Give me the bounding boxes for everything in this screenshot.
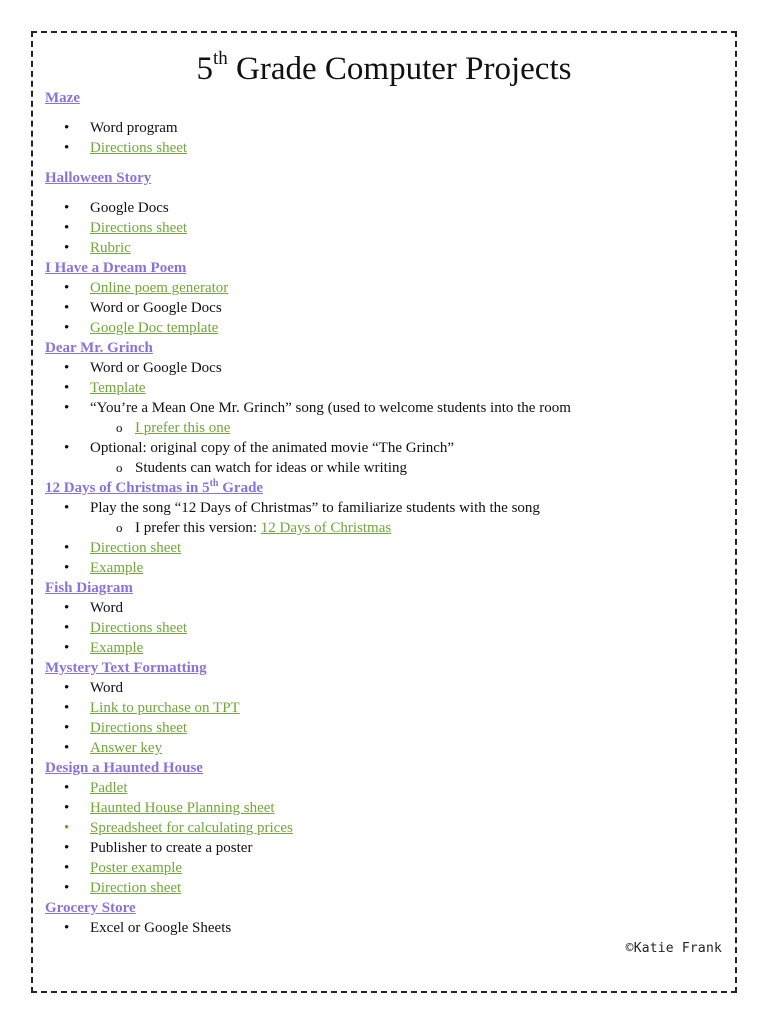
list-item: • Play the song “12 Days of Christmas” to familiarize students with the song	[64, 500, 540, 516]
list-item: • “You’re a Mean One Mr. Grinch” song (used to welcome students into the room	[64, 400, 571, 416]
heading-mystery-text[interactable]: Mystery Text Formatting	[45, 660, 207, 676]
heading-haunted-house[interactable]: Design a Haunted House	[45, 760, 203, 776]
link-planning-sheet[interactable]: Haunted House Planning sheet	[90, 800, 275, 816]
link-prefer-this-one[interactable]: I prefer this one	[135, 420, 231, 436]
link-fish-example[interactable]: Example	[90, 640, 144, 656]
link-halloween-directions[interactable]: Directions sheet	[90, 220, 188, 236]
heading-grocery-store[interactable]: Grocery Store	[45, 900, 136, 916]
list-item: • Directions sheet	[64, 720, 188, 736]
link-12-days-direction[interactable]: Direction sheet	[90, 540, 182, 556]
list-item: • Haunted House Planning sheet	[64, 800, 275, 816]
link-poster-example[interactable]: Poster example	[90, 860, 183, 876]
link-google-doc-template[interactable]: Google Doc template	[90, 320, 219, 336]
link-purchase-tpt[interactable]: Link to purchase on TPT	[90, 700, 240, 716]
list-item: • Link to purchase on TPT	[64, 700, 240, 716]
title-number: 5	[196, 51, 214, 87]
sub-list-item: o Students can watch for ideas or while writing	[116, 460, 408, 476]
list-item: • Padlet	[64, 780, 128, 796]
list-item: • Word program	[64, 120, 178, 136]
heading-dear-mr-grinch[interactable]: Dear Mr. Grinch	[45, 340, 153, 356]
list-item: • Directions sheet	[64, 620, 188, 636]
link-poem-generator[interactable]: Online poem generator	[90, 280, 229, 296]
link-answer-key[interactable]: Answer key	[90, 740, 163, 756]
link-maze-directions[interactable]: Directions sheet	[90, 140, 188, 156]
sub-list-item: o I prefer this one	[116, 420, 231, 436]
list-item: • Directions sheet	[64, 140, 188, 156]
list-item: • Publisher to create a poster	[64, 840, 253, 856]
heading-12-days[interactable]: 12 Days of Christmas in 5th Grade	[45, 478, 264, 496]
list-item: • Direction sheet	[64, 880, 182, 896]
list-item: • Template	[64, 380, 146, 396]
list-item: • Google Doc template	[64, 320, 219, 336]
list-item: • Spreadsheet for calculating prices	[64, 820, 293, 836]
copyright-note: ©Katie Frank	[625, 941, 722, 956]
list-item: • Word	[64, 600, 123, 616]
heading-dream-poem[interactable]: I Have a Dream Poem	[45, 260, 187, 276]
link-12-days-version[interactable]: 12 Days of Christmas	[260, 520, 392, 536]
project-list	[45, 88, 725, 938]
link-haunted-direction[interactable]: Direction sheet	[90, 880, 182, 896]
list-item: • Example	[64, 560, 144, 576]
page-title	[0, 46, 768, 92]
title-text: Grade Computer Projects	[236, 51, 572, 87]
list-item: • Word or Google Docs	[64, 300, 222, 316]
heading-halloween-story[interactable]: Halloween Story	[45, 170, 152, 186]
list-item: • Optional: original copy of the animated movie “The Grinch”	[64, 440, 455, 456]
list-item: • Word or Google Docs	[64, 360, 222, 376]
link-mystery-directions[interactable]: Directions sheet	[90, 720, 188, 736]
sub-list-item: o I prefer this version: 12 Days of Christmas	[116, 520, 392, 536]
list-item: • Excel or Google Sheets	[64, 920, 232, 936]
list-item: • Direction sheet	[64, 540, 182, 556]
link-spreadsheet-prices[interactable]: Spreadsheet for calculating prices	[90, 820, 293, 836]
link-padlet[interactable]: Padlet	[90, 780, 128, 796]
heading-maze[interactable]: Maze	[45, 90, 80, 106]
list-item: • Online poem generator	[64, 280, 229, 296]
list-item: • Directions sheet	[64, 220, 188, 236]
link-12-days-example[interactable]: Example	[90, 560, 144, 576]
link-fish-directions[interactable]: Directions sheet	[90, 620, 188, 636]
heading-fish-diagram[interactable]: Fish Diagram	[45, 580, 133, 596]
list-item: • Google Docs	[64, 200, 169, 216]
link-halloween-rubric[interactable]: Rubric	[90, 240, 131, 256]
list-item: • Rubric	[64, 240, 131, 256]
list-item: • Poster example	[64, 860, 183, 876]
title-superscript: th	[213, 48, 228, 69]
list-item: • Example	[64, 640, 144, 656]
link-grinch-template[interactable]: Template	[90, 380, 146, 396]
list-item: • Answer key	[64, 740, 163, 756]
list-item: • Word	[64, 680, 123, 696]
